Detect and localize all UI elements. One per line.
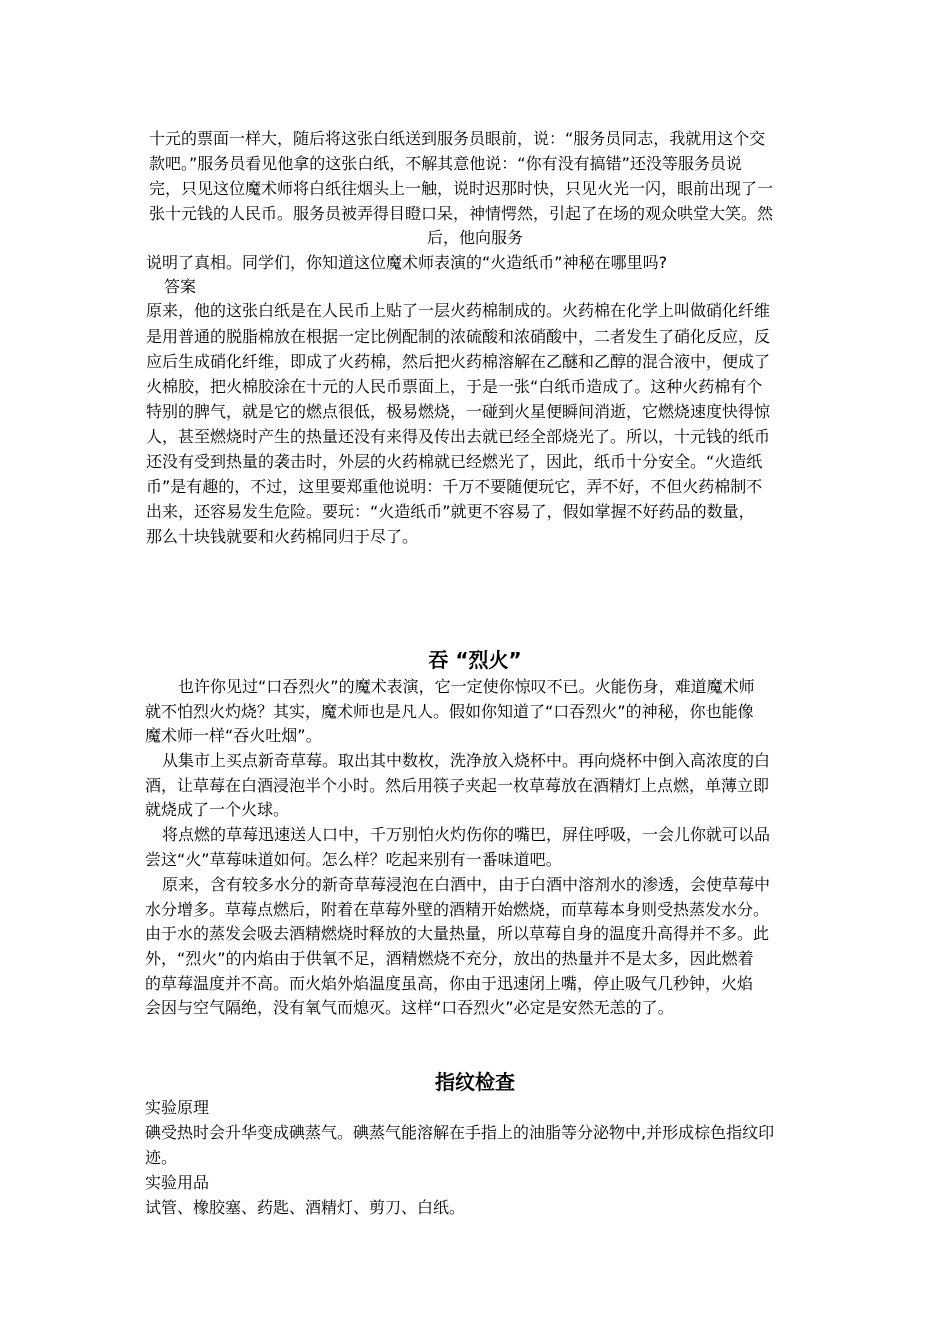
paragraph-line: 张十元钱的人民币。服务员被弄得目瞪口呆，神情愕然，引起了在场的观众哄堂大笑。然 bbox=[149, 204, 774, 223]
section-title: 吞 “烈火” bbox=[428, 648, 522, 672]
section-title: 指纹检查 bbox=[435, 1070, 515, 1094]
paragraph-line: 人，甚至燃烧时产生的热量还没有来得及传出去就已经全部烧光了。所以，十元钱的纸币 bbox=[146, 427, 771, 446]
paragraph-line: 还没有受到热量的袭击时，外层的火药棉就已经燃光了，因此，纸币十分安全。“火造纸 bbox=[146, 452, 763, 471]
paragraph-line: 原来，他的这张白纸是在人民币上贴了一层火药棉制成的。火药棉在化学上叫做硝化纤维 bbox=[146, 301, 771, 320]
paragraph-line: 从集市上买点新奇草莓。取出其中数枚，洗净放入烧杯中。再向烧杯中倒入高浓度的白 bbox=[162, 751, 771, 770]
paragraph-line: 碘受热时会升华变成碘蒸气。碘蒸气能溶解在手指上的油脂等分泌物中,并形成棕色指纹印 bbox=[145, 1123, 775, 1142]
paragraph-line: 那么十块钱就要和火药棉同归于尽了。 bbox=[146, 527, 419, 546]
paragraph-line: 就不怕烈火灼烧？其实，魔术师也是凡人。假如你知道了“口吞烈火”的神秘，你也能像 bbox=[145, 702, 754, 721]
paragraph-line: 的草莓温度并不高。而火焰外焰温度虽高，你由于迅速闭上嘴，停止吸气几秒钟，火焰 bbox=[145, 974, 754, 993]
paragraph-line: 完，只见这位魔术师将白纸往烟头上一触，说时迟那时快，只见火光一闪，眼前出现了一 bbox=[149, 179, 774, 198]
paragraph-line: 尝这“火”草莓味道如何。怎么样？吃起来别有一番味道吧。 bbox=[145, 850, 562, 869]
paragraph-line: 是用普通的脱脂棉放在根据一定比例配制的浓硫酸和浓硝酸中，二者发生了硝化反应，反 bbox=[146, 327, 771, 346]
paragraph-line: 火棉胶，把火棉胶涂在十元的人民币票面上，于是一张“白纸币造成了。这种火药棉有个 bbox=[146, 377, 763, 396]
question-line: 说明了真相。同学们，你知道这位魔术师表演的“火造纸币”神秘在哪里吗? bbox=[146, 253, 668, 272]
materials-list: 试管、橡胶塞、药匙、酒精灯、剪刀、白纸。 bbox=[145, 1198, 466, 1217]
materials-label: 实验用品 bbox=[145, 1173, 210, 1192]
paragraph-line: 酒，让草莓在白酒浸泡半个小时。然后用筷子夹起一枚草莓放在酒精灯上点燃，单薄立即 bbox=[145, 776, 770, 795]
paragraph-line: 款吧。”服务员看见他拿的这张白纸，不解其意他说：“你有没有搞错”还没等服务员说 bbox=[149, 154, 742, 173]
paragraph-line: 水分增多。草莓点燃后，附着在草莓外壁的酒精开始燃烧，而草莓本身则受热蒸发水分。 bbox=[145, 900, 770, 919]
paragraph-line: 会因与空气隔绝，没有氧气而熄灭。这样“口吞烈火”必定是安然无恙的了。 bbox=[145, 998, 674, 1017]
paragraph-line: 特别的脾气，就是它的燃点很低，极易燃烧，一碰到火星便瞬间消逝，它燃烧速度快得惊 bbox=[146, 402, 771, 421]
paragraph-line: 魔术师一样“吞火吐烟”。 bbox=[145, 726, 322, 745]
paragraph-line: 将点燃的草莓迅速送人口中，千万别怕火灼伤你的嘴巴，屏住呼吸，一会儿你就可以品 bbox=[162, 825, 771, 844]
paragraph-line: 原来，含有较多水分的新奇草莓浸泡在白酒中，由于白酒中溶剂水的渗透，会使草莓中 bbox=[162, 875, 771, 894]
paragraph-line: 应后生成硝化纤维，即成了火药棉，然后把火药棉溶解在乙醚和乙醇的混合液中，便成了 bbox=[146, 352, 771, 371]
answer-label: 答案 bbox=[164, 277, 197, 296]
paragraph-line: 也许你见过“口吞烈火”的魔术表演，它一定使你惊叹不已。火能伤身，难道魔术师 bbox=[178, 677, 755, 696]
paragraph-line: 迹。 bbox=[145, 1148, 178, 1167]
paragraph-line: 出来，还容易发生危险。要玩：“火造纸币”就更不容易了，假如掌握不好药品的数量， bbox=[146, 502, 755, 521]
paragraph-line: 就烧成了一个火球。 bbox=[145, 800, 290, 819]
paragraph-line: 后，他向服务 bbox=[426, 228, 523, 247]
paragraph-line: 外，“烈火”的内焰由于供氧不足，酒精燃烧不充分，放出的热量并不是太多，因此燃着 bbox=[145, 949, 754, 968]
paragraph-line: 币”是有趣的，不过，这里要郑重他说明：千万不要随便玩它，弄不好，不但火药棉制不 bbox=[146, 477, 763, 496]
principle-label: 实验原理 bbox=[145, 1098, 210, 1117]
paragraph-line: 十元的票面一样大，随后将这张白纸送到服务员眼前，说：“服务员同志，我就用这个交 bbox=[149, 129, 766, 148]
paragraph-line: 由于水的蒸发会吸去酒精燃烧时释放的大量热量，所以草莓自身的温度升高得并不多。此 bbox=[145, 924, 770, 943]
